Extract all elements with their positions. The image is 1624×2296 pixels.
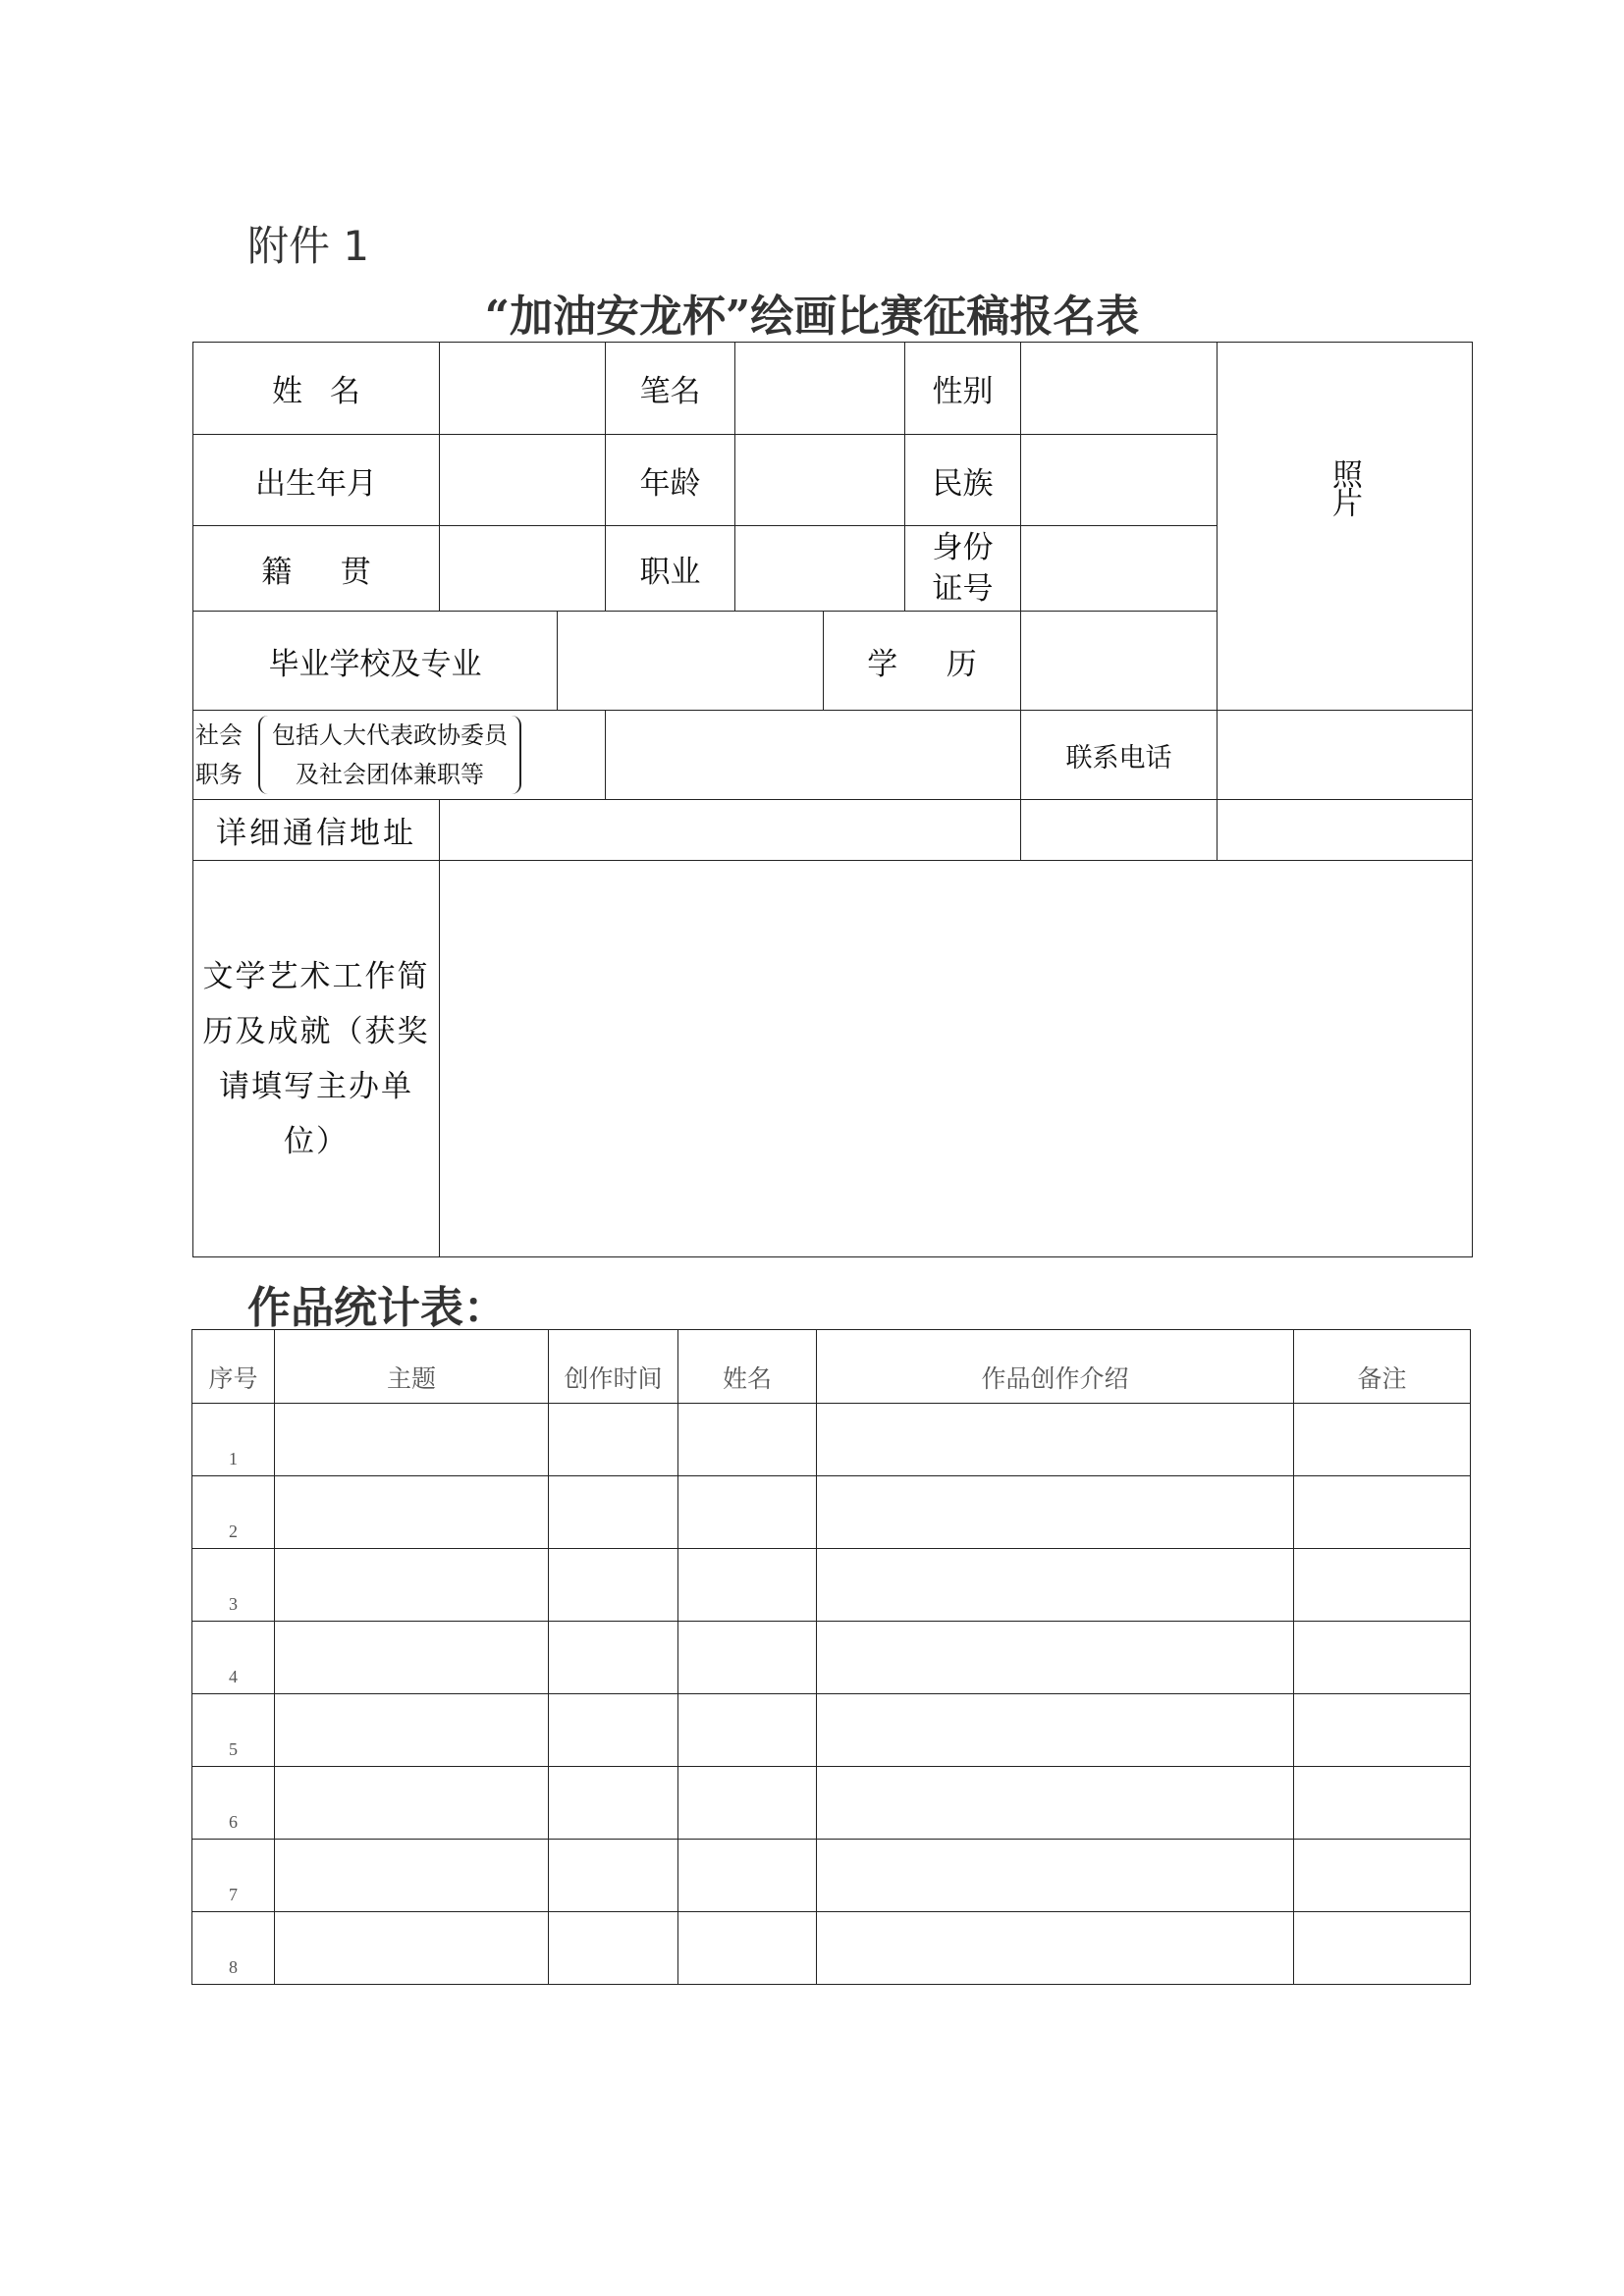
works-cell[interactable] (274, 1621, 549, 1694)
label-age: 年龄 (605, 434, 735, 526)
label-social-position (192, 710, 606, 800)
label-address: 详细通信地址 (192, 799, 440, 861)
row-index: 5 (191, 1693, 275, 1767)
label-text: 历及成就（获奖 (202, 1013, 430, 1049)
occupation-field[interactable] (734, 525, 905, 612)
works-cell[interactable] (1293, 1621, 1471, 1694)
works-cell[interactable] (677, 1839, 817, 1912)
works-cell[interactable] (1293, 1693, 1471, 1767)
education-field[interactable] (1020, 611, 1218, 711)
native-place-field[interactable] (439, 525, 606, 612)
works-cell[interactable] (548, 1911, 678, 1985)
id-number-field[interactable] (1020, 525, 1218, 612)
works-cell[interactable] (274, 1911, 549, 1985)
works-cell[interactable] (274, 1693, 549, 1767)
label-bio (192, 860, 440, 1257)
label-education (823, 611, 1026, 711)
works-cell[interactable] (274, 1839, 549, 1912)
label-note: 包括人大代表政协委员 (272, 721, 508, 749)
birth-field[interactable] (439, 434, 606, 526)
works-cell[interactable] (677, 1475, 817, 1549)
label-text: 姓名 (272, 374, 388, 409)
row-index: 2 (191, 1475, 275, 1549)
works-cell[interactable] (548, 1693, 678, 1767)
works-cell[interactable] (816, 1548, 1294, 1622)
header-theme: 主题 (274, 1329, 549, 1404)
works-cell[interactable] (816, 1693, 1294, 1767)
label-text: 身份 (932, 530, 994, 565)
label-phone: 联系电话 (1020, 710, 1218, 800)
photo-label: 照片 (1326, 458, 1362, 515)
label-text: 证号 (932, 571, 994, 607)
works-cell[interactable] (816, 1621, 1294, 1694)
school-major-field[interactable] (557, 611, 824, 711)
label-native-place (192, 525, 440, 612)
label-text: 请填写主办单 (219, 1068, 413, 1104)
works-cell[interactable] (677, 1766, 817, 1840)
label-birth: 出生年月 (192, 434, 440, 526)
works-cell[interactable] (1293, 1403, 1471, 1476)
works-cell[interactable] (816, 1475, 1294, 1549)
works-cell[interactable] (1293, 1839, 1471, 1912)
works-cell[interactable] (677, 1693, 817, 1767)
pen-name-field[interactable] (734, 342, 905, 435)
works-cell[interactable] (677, 1621, 817, 1694)
works-cell[interactable] (816, 1766, 1294, 1840)
works-cell[interactable] (274, 1548, 549, 1622)
works-cell[interactable] (548, 1839, 678, 1912)
header-index: 序号 (191, 1329, 275, 1404)
works-cell[interactable] (548, 1548, 678, 1622)
label-gender: 性别 (904, 342, 1021, 435)
header-date: 创作时间 (548, 1329, 678, 1404)
label-note: 及社会团体兼职等 (296, 761, 484, 788)
social-position-field[interactable] (605, 710, 1021, 800)
row-index: 7 (191, 1839, 275, 1912)
label-ethnicity: 民族 (904, 434, 1021, 526)
works-cell[interactable] (1293, 1911, 1471, 1985)
works-cell[interactable] (548, 1621, 678, 1694)
header-remarks: 备注 (1293, 1329, 1471, 1404)
extra-field-1[interactable] (1020, 799, 1218, 861)
photo-box[interactable] (1217, 342, 1473, 711)
row-index: 8 (191, 1911, 275, 1985)
works-title: 作品统计表： (247, 1283, 507, 1333)
form-title: “加油安龙杯”绘画比赛征稿报名表 (484, 292, 1140, 342)
label-occupation: 职业 (605, 525, 735, 612)
works-cell[interactable] (816, 1839, 1294, 1912)
attachment-label: 附件 1 (247, 222, 370, 270)
header-description: 作品创作介绍 (816, 1329, 1294, 1404)
works-cell[interactable] (677, 1403, 817, 1476)
label-text: 学历 (867, 646, 1026, 682)
label-text: 职务 (195, 761, 243, 788)
works-cell[interactable] (1293, 1475, 1471, 1549)
gender-field[interactable] (1020, 342, 1218, 435)
works-cell[interactable] (548, 1403, 678, 1476)
label-text: 社会 (195, 721, 243, 749)
works-cell[interactable] (548, 1766, 678, 1840)
row-index: 1 (191, 1403, 275, 1476)
works-cell[interactable] (274, 1475, 549, 1549)
row-index: 6 (191, 1766, 275, 1840)
label-school-major: 毕业学校及专业 (192, 611, 558, 711)
label-text: 籍贯 (261, 554, 420, 590)
header-name: 姓名 (677, 1329, 817, 1404)
works-cell[interactable] (677, 1548, 817, 1622)
works-cell[interactable] (548, 1475, 678, 1549)
works-cell[interactable] (677, 1911, 817, 1985)
works-cell[interactable] (816, 1403, 1294, 1476)
works-cell[interactable] (1293, 1766, 1471, 1840)
ethnicity-field[interactable] (1020, 434, 1218, 526)
label-name (192, 342, 440, 435)
address-field[interactable] (439, 799, 1021, 861)
extra-field-2[interactable] (1217, 799, 1473, 861)
works-cell[interactable] (274, 1403, 549, 1476)
name-field[interactable] (439, 342, 606, 435)
label-text: 文学艺术工作简 (202, 958, 430, 994)
works-cell[interactable] (274, 1766, 549, 1840)
works-cell[interactable] (816, 1911, 1294, 1985)
works-cell[interactable] (1293, 1548, 1471, 1622)
label-pen-name: 笔名 (605, 342, 735, 435)
label-id-number (904, 525, 1021, 612)
bio-field[interactable] (439, 860, 1473, 1257)
label-text: 位） (284, 1123, 349, 1159)
row-index: 4 (191, 1621, 275, 1694)
row-index: 3 (191, 1548, 275, 1622)
age-field[interactable] (734, 434, 905, 526)
phone-field[interactable] (1217, 710, 1473, 800)
